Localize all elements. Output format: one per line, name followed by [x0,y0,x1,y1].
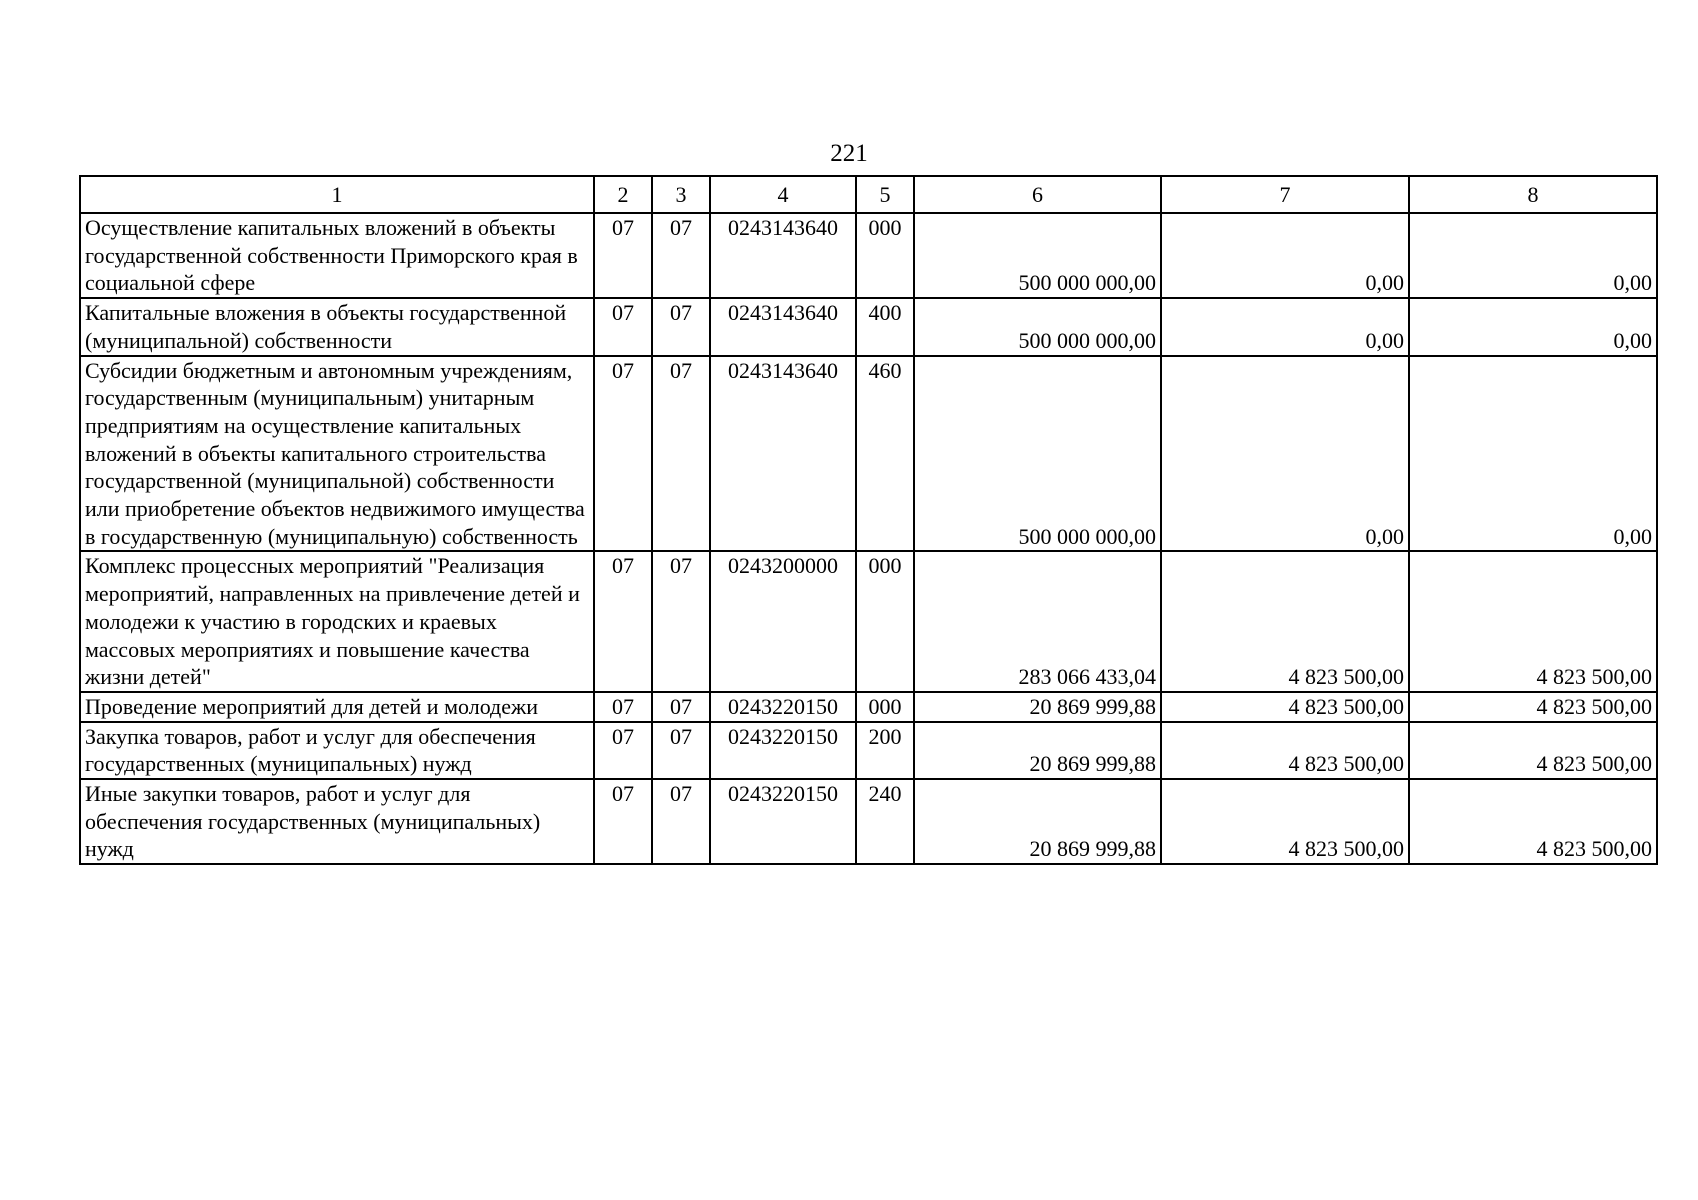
subsection-code: 07 [652,779,710,864]
column-header: 5 [856,176,914,213]
row-name: Иные закупки товаров, работ и услуг для обеспечения государственных (муниципальных) нужд [80,779,594,864]
table-row [80,722,1657,779]
row-name: Комплекс процессных мероприятий "Реализация мероприятий, направленных на привлечение детей и молодежи к участию в городских и краевых массовых мероприятиях и повышение качества жизни детей" [80,551,594,692]
row-name: Капитальные вложения в объекты государственной (муниципальной) собственности [80,298,594,355]
expense-type-code: 000 [856,551,914,692]
row-name: Закупка товаров, работ и услуг для обеспечения государственных (муниципальных) нужд [80,722,594,779]
column-header: 4 [710,176,856,213]
target-article-code: 0243143640 [710,213,856,298]
expense-type-code: 460 [856,356,914,552]
amount-col7: 4 823 500,00 [1161,722,1409,779]
target-article-code: 0243220150 [710,692,856,722]
expense-type-code: 000 [856,692,914,722]
target-article-code: 0243143640 [710,298,856,355]
section-code: 07 [594,551,652,692]
subsection-code: 07 [652,722,710,779]
amount-col8: 0,00 [1409,298,1657,355]
amount-col6: 500 000 000,00 [914,298,1161,355]
budget-table [79,175,1658,865]
table-row [80,213,1657,298]
amount-col6: 283 066 433,04 [914,551,1161,692]
target-article-code: 0243143640 [710,356,856,552]
subsection-code: 07 [652,298,710,355]
expense-type-code: 000 [856,213,914,298]
table-row [80,779,1657,864]
column-header: 2 [594,176,652,213]
section-code: 07 [594,779,652,864]
amount-col6: 20 869 999,88 [914,722,1161,779]
column-number-header [80,176,1657,213]
amount-col7: 0,00 [1161,356,1409,552]
column-header: 6 [914,176,1161,213]
amount-col8: 0,00 [1409,356,1657,552]
amount-col7: 0,00 [1161,298,1409,355]
amount-col8: 4 823 500,00 [1409,551,1657,692]
row-name: Проведение мероприятий для детей и молодежи [80,692,594,722]
subsection-code: 07 [652,213,710,298]
section-code: 07 [594,298,652,355]
section-code: 07 [594,692,652,722]
table-row [80,298,1657,355]
amount-col8: 0,00 [1409,213,1657,298]
amount-col8: 4 823 500,00 [1409,692,1657,722]
amount-col8: 4 823 500,00 [1409,779,1657,864]
table-row [80,692,1657,722]
column-header: 3 [652,176,710,213]
section-code: 07 [594,722,652,779]
amount-col8: 4 823 500,00 [1409,722,1657,779]
amount-col7: 4 823 500,00 [1161,551,1409,692]
amount-col7: 4 823 500,00 [1161,779,1409,864]
subsection-code: 07 [652,356,710,552]
row-name: Осуществление капитальных вложений в объекты государственной собственности Приморского края в социальной сфере [80,213,594,298]
section-code: 07 [594,356,652,552]
subsection-code: 07 [652,551,710,692]
amount-col7: 0,00 [1161,213,1409,298]
section-code: 07 [594,213,652,298]
amount-col6: 20 869 999,88 [914,779,1161,864]
column-header: 7 [1161,176,1409,213]
expense-type-code: 240 [856,779,914,864]
amount-col7: 4 823 500,00 [1161,692,1409,722]
subsection-code: 07 [652,692,710,722]
amount-col6: 500 000 000,00 [914,356,1161,552]
column-header: 1 [80,176,594,213]
target-article-code: 0243220150 [710,722,856,779]
column-header: 8 [1409,176,1657,213]
table-row [80,356,1657,552]
target-article-code: 0243200000 [710,551,856,692]
expense-type-code: 400 [856,298,914,355]
page-number: 221 [830,140,868,167]
amount-col6: 500 000 000,00 [914,213,1161,298]
expense-type-code: 200 [856,722,914,779]
row-name: Субсидии бюджетным и автономным учреждениям, государственным (муниципальным) унитарным предприятиям на осуществление капитальных вложений в объекты капитального строительства государственной (муниципальной) собственности или приобретение объектов недвижимого имущества в государственную (муниципальную) собственность [80,356,594,552]
amount-col6: 20 869 999,88 [914,692,1161,722]
table-row [80,551,1657,692]
target-article-code: 0243220150 [710,779,856,864]
